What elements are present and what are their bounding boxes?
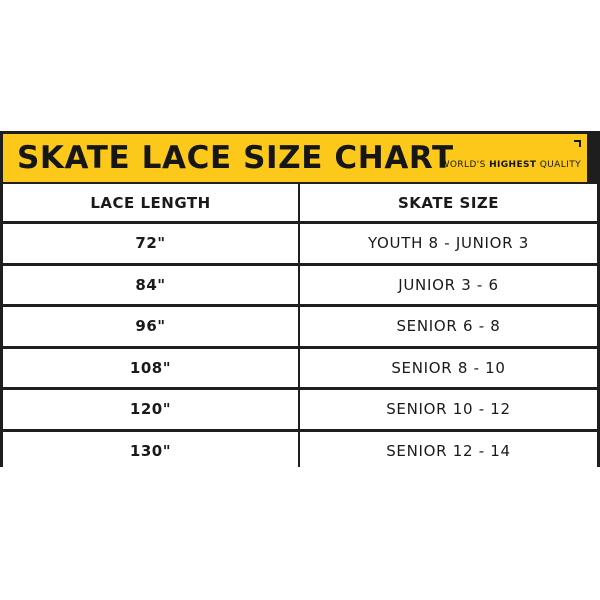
skate-size-cell: SENIOR 10 - 12	[300, 390, 597, 429]
skate-size-cell: SENIOR 8 - 10	[300, 349, 597, 388]
header-lace-length: LACE LENGTH	[3, 184, 298, 221]
tagline	[441, 160, 581, 170]
lace-length-cell: 84"	[3, 266, 298, 305]
header-skate-size: SKATE SIZE	[300, 184, 597, 221]
lace-length-cell: 108"	[3, 349, 298, 388]
tagline-prefix: WORLD'S	[440, 160, 490, 170]
chart-title: SKATE LACE SIZE CHART	[17, 140, 454, 176]
tagline-bold: HIGHEST	[489, 160, 537, 170]
size-chart	[0, 131, 600, 467]
size-table	[3, 184, 597, 464]
chart-banner	[3, 134, 587, 182]
tagline-suffix: QUALITY	[536, 160, 581, 170]
lace-length-cell: 130"	[3, 432, 298, 471]
lace-length-cell: 96"	[3, 307, 298, 346]
skate-size-cell: SENIOR 12 - 14	[300, 432, 597, 471]
skate-size-cell: SENIOR 6 - 8	[300, 307, 597, 346]
lace-length-cell: 72"	[3, 224, 298, 263]
skate-size-cell: YOUTH 8 - JUNIOR 3	[300, 224, 597, 263]
lace-length-cell: 120"	[3, 390, 298, 429]
skate-size-cell: JUNIOR 3 - 6	[300, 266, 597, 305]
corner-bracket-icon	[574, 140, 581, 147]
